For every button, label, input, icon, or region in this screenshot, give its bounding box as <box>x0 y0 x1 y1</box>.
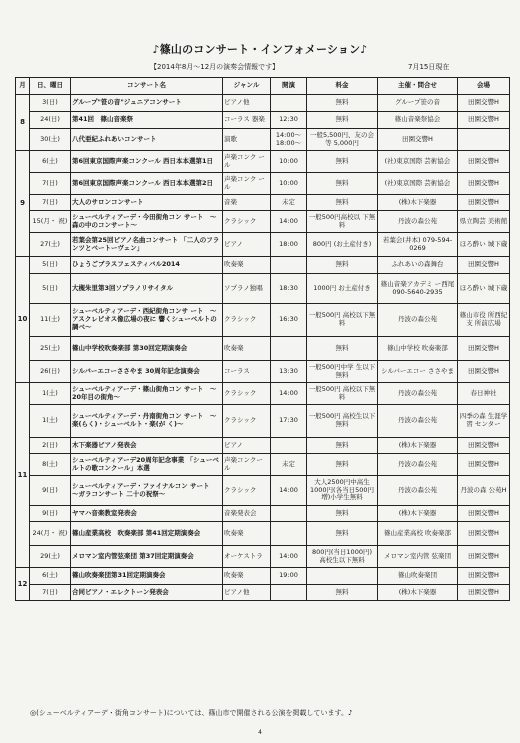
organizer-cell: (株)木下楽器 <box>378 195 458 211</box>
date-cell: 5(日) <box>30 257 71 274</box>
venue-cell: 田園交響H <box>458 522 510 546</box>
venue-cell: 田園交響H <box>458 112 510 129</box>
organizer-cell: 若葉会(井本) 079-594-0269 <box>378 233 458 257</box>
date-cell: 6(土) <box>30 151 71 173</box>
start-time-cell <box>271 95 307 112</box>
concert-name-cell: シューベルティアーデ・篠山街角コン サート ～20年目の街角～ <box>71 383 223 405</box>
venue-cell: 田園交響H <box>458 173 510 195</box>
fee-cell: 無料 <box>307 95 378 112</box>
date-cell: 15(月・ 祝) <box>30 211 71 233</box>
month-cell: 10 <box>16 257 30 383</box>
concert-name-cell: シルバーエコーささやま 30周年記念演奏会 <box>71 361 223 383</box>
organizer-cell: 篠山吹奏楽団 <box>378 568 458 585</box>
concert-name-cell: 大人のサロンコンサート <box>71 195 223 211</box>
table-row <box>16 506 510 522</box>
table-row <box>16 476 510 506</box>
venue-cell: 春日神社 <box>458 383 510 405</box>
organizer-cell: 丹波の森公苑 <box>378 405 458 438</box>
fee-cell: 無料 <box>307 454 378 476</box>
fee-cell: 一般500円 高校以下無料 <box>307 304 378 337</box>
table-row <box>16 585 510 601</box>
genre-cell: クラシック <box>223 211 271 233</box>
table-row <box>16 568 510 585</box>
header-concert-name: コンサート名 <box>71 78 223 95</box>
genre-cell: 声楽コンク ール <box>223 173 271 195</box>
start-time-cell: 未定 <box>271 454 307 476</box>
concert-name-cell: シューベルティアーデ・丹南街角コン サート ～楽(らく)・シューベルト・楽(が く)～ <box>71 405 223 438</box>
organizer-cell: (株)木下楽器 <box>378 585 458 601</box>
header-organizer: 主催・問合せ <box>378 78 458 95</box>
organizer-cell: 丹波の森公苑 <box>378 454 458 476</box>
organizer-cell: (株)木下楽器 <box>378 438 458 454</box>
genre-cell: クラシック <box>223 304 271 337</box>
venue-cell: 田園交響H <box>458 361 510 383</box>
fee-cell: 無料 <box>307 522 378 546</box>
concert-name-cell: 篠山吹奏楽団第31回定期演奏会 <box>71 568 223 585</box>
genre-cell: ソプラノ独唱 <box>223 274 271 304</box>
genre-cell: 音楽発表会 <box>223 506 271 522</box>
fee-cell: 無料 <box>307 506 378 522</box>
fee-cell: 一般500円高校以 下無料 <box>307 211 378 233</box>
month-cell: 11 <box>16 383 30 568</box>
genre-cell: 吹奏楽 <box>223 522 271 546</box>
genre-cell: 声楽コンクール <box>223 454 271 476</box>
venue-cell <box>458 129 510 151</box>
date-cell: 7(日) <box>30 195 71 211</box>
header-month: 月 <box>16 78 30 95</box>
header-venue: 会場 <box>458 78 510 95</box>
concert-name-cell: シューベルティアーデ20周年記念事業 「シューベルトの歌コンクール」本選 <box>71 454 223 476</box>
fee-cell: 一般5,500円、友の会等 5,000円 <box>307 129 378 151</box>
concert-name-cell: グループ"笹の音"ジュニアコンサート <box>71 95 223 112</box>
header-genre: ジャンル <box>223 78 271 95</box>
concert-name-cell: シューベルティアーデ・西紀街角コンサ ート ～アスクレピオス像広場の夜に 響くシューベルトの調べ～ <box>71 304 223 337</box>
date-cell: 7(日) <box>30 173 71 195</box>
organizer-cell: (株)木下楽器 <box>378 506 458 522</box>
date-cell: 26(日) <box>30 361 71 383</box>
month-cell: 9 <box>16 151 30 257</box>
fee-cell: 無料 <box>307 438 378 454</box>
start-time-cell: 17:30 <box>271 405 307 438</box>
genre-cell: ピアノ他 <box>223 585 271 601</box>
concert-name-cell: 第41回 篠山音楽祭 <box>71 112 223 129</box>
fee-cell: 無料 <box>307 195 378 211</box>
genre-cell: コーラス 器楽 <box>223 112 271 129</box>
table-row <box>16 233 510 257</box>
start-time-cell: 未定 <box>271 195 307 211</box>
genre-cell: 声楽コンク ール <box>223 151 271 173</box>
concert-name-cell: 若葉会第25回ピアノ名曲コンサート 「二人のフランツとベートーヴェン」 <box>71 233 223 257</box>
table-row <box>16 112 510 129</box>
date-cell: 7(日) <box>30 585 71 601</box>
venue-cell: 県立陶芸 美術館 <box>458 211 510 233</box>
table-row <box>16 257 510 274</box>
venue-cell: 田園交響H <box>458 195 510 211</box>
fee-cell: 1000円 お土産付き <box>307 274 378 304</box>
start-time-cell: 18:30 <box>271 274 307 304</box>
date-cell: 30(土) <box>30 129 71 151</box>
concert-name-cell: 篠山中学校吹奏楽部 第30回定期演奏会 <box>71 337 223 361</box>
concert-name-cell: 第6回東京国際声楽コンクール 西日本本選第2日 <box>71 173 223 195</box>
table-row <box>16 546 510 568</box>
footnote: ◎(シューベルティアーデ・街角コンサート)については、篠山市で開催される公演を掲載しています。♪ <box>30 709 353 717</box>
date-cell: 8(土) <box>30 454 71 476</box>
organizer-cell: 篠山中学校 吹奏楽部 <box>378 337 458 361</box>
genre-cell: オーケストラ <box>223 546 271 568</box>
table-row <box>16 211 510 233</box>
concert-name-cell: シューベルティアーデ・ファイナルコン サート ～ガラコンサート 二十の祝祭～ <box>71 476 223 506</box>
date-cell: 11(土) <box>30 304 71 337</box>
genre-cell: 演歌 <box>223 129 271 151</box>
date-cell: 2(日) <box>30 438 71 454</box>
fee-cell: 無料 <box>307 173 378 195</box>
fee-cell: 無料 <box>307 151 378 173</box>
venue-cell: 田園交響H <box>458 257 510 274</box>
date-cell: 25(土) <box>30 337 71 361</box>
organizer-cell: 篠山音楽アカデミ ー西尾090-5640-2935 <box>378 274 458 304</box>
header-start-time: 開演 <box>271 78 307 95</box>
organizer-cell: 田園交響H <box>378 129 458 151</box>
table-row <box>16 195 510 211</box>
concert-name-cell: ひょうごブラスフェスティバル2014 <box>71 257 223 274</box>
start-time-cell: 14:00 <box>271 383 307 405</box>
venue-cell: 田園交響H <box>458 546 510 568</box>
fee-cell: 無料 <box>307 257 378 274</box>
venue-cell: 田園交響H <box>458 95 510 112</box>
date-cell: 1(土) <box>30 383 71 405</box>
venue-cell: 丹波の森 公苑H <box>458 476 510 506</box>
header-date: 日、曜日 <box>30 78 71 95</box>
start-time-cell <box>271 522 307 546</box>
month-cell: 12 <box>16 568 30 601</box>
start-time-cell: 14:00 <box>271 546 307 568</box>
concert-name-cell: 大槻朱里第3回ソプラノリサイタル <box>71 274 223 304</box>
table-row <box>16 95 510 112</box>
concert-name-cell: 第6回東京国際声楽コンクール 西日本本選第1日 <box>71 151 223 173</box>
fee-cell: 一般500円 高校生以下無料 <box>307 405 378 438</box>
date-cell: 9(日) <box>30 476 71 506</box>
start-time-cell <box>271 506 307 522</box>
date-cell: 27(土) <box>30 233 71 257</box>
venue-cell: ほろ酔い 城下蔵 <box>458 274 510 304</box>
venue-cell: 田園交響H <box>458 454 510 476</box>
fee-cell: 大人2500円中高生 1000円(各当日500円 増)小学生無料 <box>307 476 378 506</box>
start-time-cell: 19:00 <box>271 568 307 585</box>
venue-cell: 四季の森 生涯学習 センター <box>458 405 510 438</box>
concert-name-cell: 木下楽器ピアノ発表会 <box>71 438 223 454</box>
start-time-cell: 13:30 <box>271 361 307 383</box>
genre-cell: 音楽 <box>223 195 271 211</box>
genre-cell: コーラス <box>223 361 271 383</box>
page-title: ♪篠山のコンサート・インフォメーション♪ <box>152 43 368 56</box>
date-cell: 9(日) <box>30 506 71 522</box>
start-time-cell: 18:00 <box>271 233 307 257</box>
concert-name-cell: メロマン室内管弦楽団 第37回定期演奏会 <box>71 546 223 568</box>
date-cell: 29(土) <box>30 546 71 568</box>
genre-cell: ピアノ <box>223 233 271 257</box>
venue-cell: 田園交響H <box>458 438 510 454</box>
fee-cell: 一般500円中学 生以下無料 <box>307 361 378 383</box>
date-cell: 24(月・ 祝) <box>30 522 71 546</box>
organizer-cell: メロマン室内管 弦楽団 <box>378 546 458 568</box>
genre-cell: 吹奏楽 <box>223 257 271 274</box>
organizer-cell: 篠山産業高校 吹奏楽部 <box>378 522 458 546</box>
concert-name-cell: 合同ピアノ・エレクトーン発表会 <box>71 585 223 601</box>
fee-cell: 無料 <box>307 337 378 361</box>
organizer-cell: 丹波の森公苑 <box>378 304 458 337</box>
table-row <box>16 304 510 337</box>
organizer-cell: (社)東京国際 芸術協会 <box>378 173 458 195</box>
genre-cell: ピアノ <box>223 438 271 454</box>
table-header-row <box>16 78 510 95</box>
start-time-cell <box>271 257 307 274</box>
table-row <box>16 129 510 151</box>
venue-cell: 田園交響H <box>458 337 510 361</box>
start-time-cell: 12:30 <box>271 112 307 129</box>
fee-cell: 無料 <box>307 112 378 129</box>
date-cell: 5(日) <box>30 274 71 304</box>
start-time-cell <box>271 337 307 361</box>
page-subtitle: 【2014年8月～12月の演奏会情報です】 <box>150 63 280 71</box>
month-cell: 8 <box>16 95 30 151</box>
genre-cell: 吹奏楽 <box>223 337 271 361</box>
start-time-cell <box>271 585 307 601</box>
organizer-cell: 丹波の森公苑 <box>378 476 458 506</box>
table-row <box>16 337 510 361</box>
venue-cell: 田園交響H <box>458 568 510 585</box>
table-row <box>16 361 510 383</box>
date-cell: 6(土) <box>30 568 71 585</box>
organizer-cell: シルバーエコー ささやま <box>378 361 458 383</box>
organizer-cell: 丹波の森公苑 <box>378 211 458 233</box>
table-row <box>16 274 510 304</box>
start-time-cell: 10:00 <box>271 151 307 173</box>
as-of-date: 7月15日現在 <box>408 63 450 71</box>
header-fee: 料金 <box>307 78 378 95</box>
organizer-cell: 丹波の森公苑 <box>378 383 458 405</box>
concert-name-cell: 八代亜紀ふれあいコンサート <box>71 129 223 151</box>
venue-cell: ほろ酔い 城下蔵 <box>458 233 510 257</box>
genre-cell: 吹奏楽 <box>223 568 271 585</box>
concert-name-cell: ヤマハ音楽教室発表会 <box>71 506 223 522</box>
fee-cell: 800円(当日1000円) 高校生以下無料 <box>307 546 378 568</box>
venue-cell: 田園交響H <box>458 151 510 173</box>
fee-cell <box>307 568 378 585</box>
genre-cell: クラシック <box>223 405 271 438</box>
venue-cell: 田園交響H <box>458 506 510 522</box>
table-row <box>16 383 510 405</box>
fee-cell: 一般500円 高校以下無料 <box>307 383 378 405</box>
start-time-cell <box>271 438 307 454</box>
organizer-cell: (社)東京国際 芸術協会 <box>378 151 458 173</box>
fee-cell: 無料 <box>307 585 378 601</box>
start-time-cell: 14:00～ 18:00～ <box>271 129 307 151</box>
concert-name-cell: シューベルティアーデ・今田街角コン サート ～森の中のコンサート～ <box>71 211 223 233</box>
start-time-cell: 10:00 <box>271 173 307 195</box>
genre-cell: ピアノ他 <box>223 95 271 112</box>
date-cell: 24(日) <box>30 112 71 129</box>
venue-cell: 田園交響H <box>458 585 510 601</box>
page-number: 4 <box>258 729 262 736</box>
genre-cell: クラシック <box>223 383 271 405</box>
genre-cell: クラシック <box>223 476 271 506</box>
table-row <box>16 151 510 173</box>
venue-cell: 篠山市役 所西紀支 所前広場 <box>458 304 510 337</box>
start-time-cell: 16:30 <box>271 304 307 337</box>
fee-cell: 800円 (お土産付き) <box>307 233 378 257</box>
table-row <box>16 522 510 546</box>
organizer-cell: グループ笹の音 <box>378 95 458 112</box>
table-row <box>16 173 510 195</box>
concert-schedule-table <box>15 77 510 601</box>
organizer-cell: 篠山音楽祭協会 <box>378 112 458 129</box>
table-row <box>16 438 510 454</box>
organizer-cell: ふれあいの森舞台 <box>378 257 458 274</box>
date-cell: 3(日) <box>30 95 71 112</box>
date-cell: 1(土) <box>30 405 71 438</box>
start-time-cell: 14:00 <box>271 211 307 233</box>
table-row <box>16 405 510 438</box>
concert-name-cell: 篠山産業高校 吹奏楽部 第41回定期演奏会 <box>71 522 223 546</box>
table-row <box>16 454 510 476</box>
start-time-cell: 14:00 <box>271 476 307 506</box>
